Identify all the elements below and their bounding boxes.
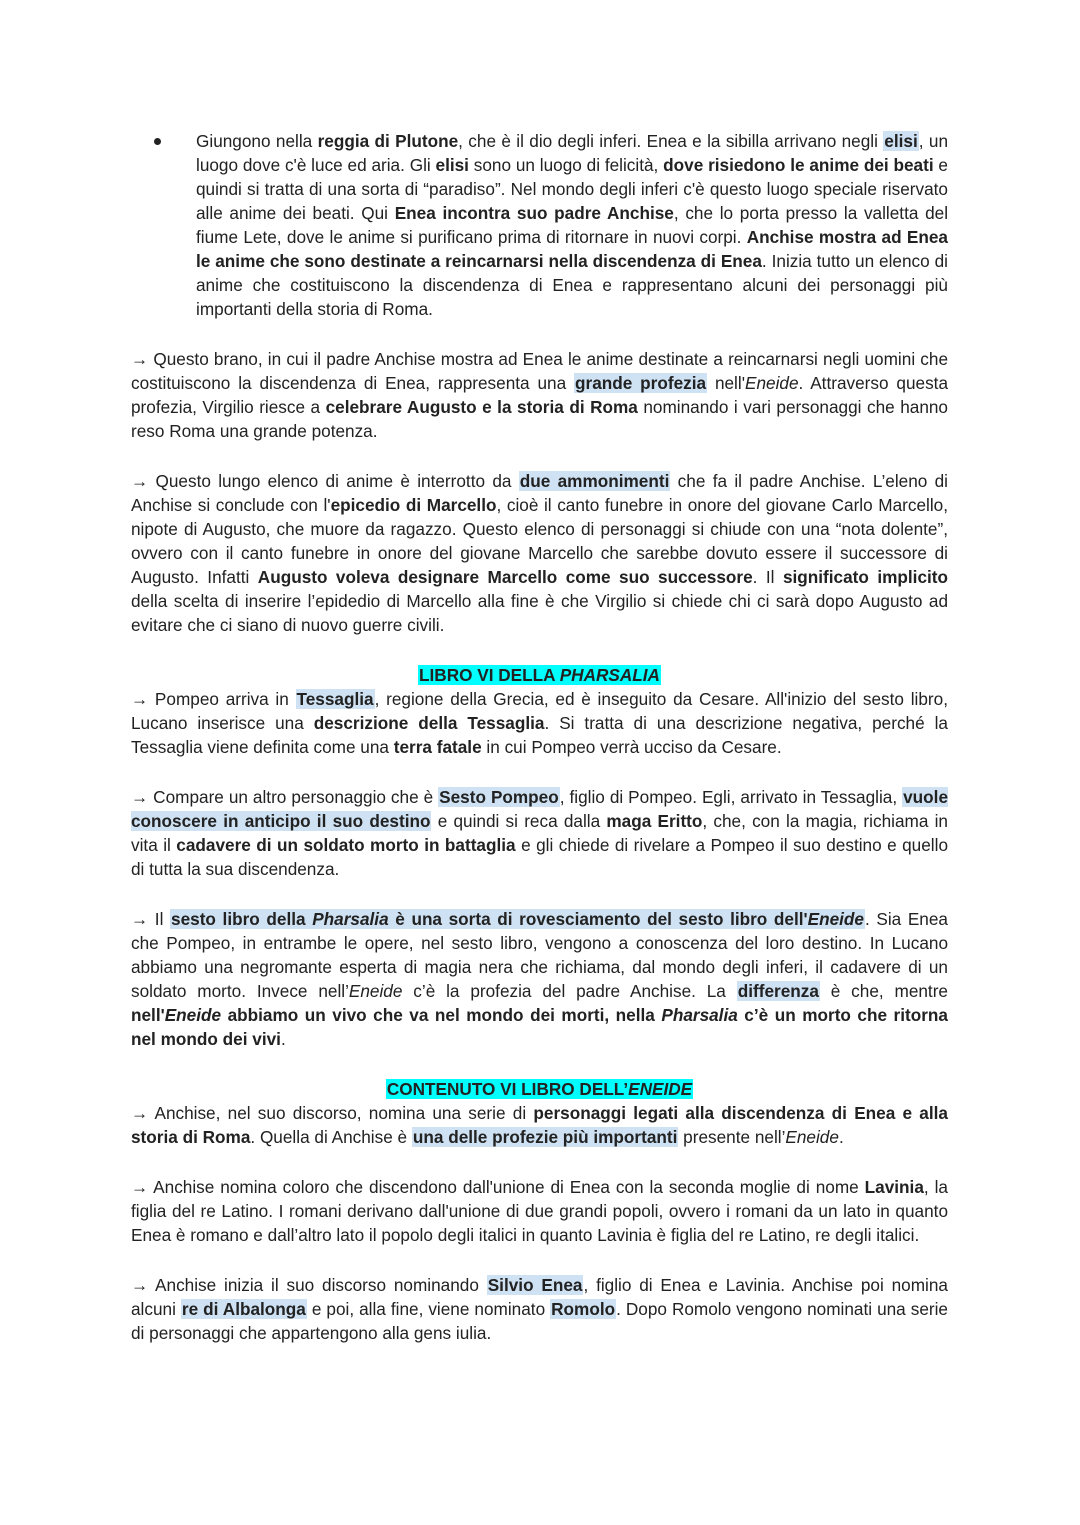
paragraph-tessaglia: → Pompeo arriva in Tessaglia, regione della Grecia, ed è inseguito da Cesare. All'inizio del sesto libro, Lucano inserisce una descrizione della Tessaglia. Si tratta di una descrizione negativa, perché la Tessaglia viene definita come una terra fatale in cui Pompeo verrà ucciso da Cesare.	[131, 689, 948, 757]
document-page	[131, 129, 948, 1345]
paragraph-ammonimenti: → Questo lungo elenco di anime è interrotto da due ammonimenti che fa il padre Anchise. L’eleno di Anchise si conclude con l'epicedio di Marcello, cioè il canto funebre in onore del giovane Carlo Marcello, nipote di Augusto, che muore da ragazzo. Questo elenco di personaggi si chiude con una “nota dolente”, ovvero con il canto funebre in onore del giovane Marcello che sarebbe dovuto essere il successore di Augusto. Infatti Augusto voleva designare Marcello come suo successore. Il significato implicito della scelta di inserire l’epidedio di Marcello alla fine è che Virgilio si chiede chi ci sarà dopo Augusto ad evitare che ci siano di nuovo guerre civili.	[131, 471, 948, 635]
paragraph-profezia: → Questo brano, in cui il padre Anchise mostra ad Enea le anime destinate a reincarnarsi negli uomini che costituiscono la discendenza di Enea, rappresenta una grande profezia nell'Eneide. Attraverso questa profezia, Virgilio riesce a celebrare Augusto e la storia di Roma nominando i vari personaggi che hanno reso Roma una grande potenza.	[131, 349, 949, 441]
section-heading-pharsalia: LIBRO VI DELLA PHARSALIA	[419, 665, 660, 685]
paragraph-lavinia: → Anchise nomina coloro che discendono dall'unione di Enea con la seconda moglie di nome Lavinia, la figlia del re Latino. I romani derivano dall'unione di due grandi popoli, ovvero i romani da un lato in quanto Enea è romano e dall’altro lato il popolo degli italici in quanto Lavinia è figlia del re Latino, re degli italici.	[131, 1177, 948, 1245]
bullet-item	[131, 129, 948, 321]
paragraph-silvio-enea: → Anchise inizia il suo discorso nominando Silvio Enea, figlio di Enea e Lavinia. Anchise poi nomina alcuni re di Albalonga e poi, alla fine, viene nominato Romolo. Dopo Romolo vengono nominati una serie di personaggi che appartengono alla gens iulia.	[131, 1275, 948, 1343]
bullet-icon	[154, 138, 161, 145]
paragraph-sesto-pompeo: → Compare un altro personaggio che è Sesto Pompeo, figlio di Pompeo. Egli, arrivato in Tessaglia, vuole conoscere in anticipo il suo destino e quindi si reca dalla maga Eritto, che, con la magia, richiama in vita il cadavere di un soldato morto in battaglia e gli chiede di rivelare a Pompeo il suo destino e quello di tutta la sua discendenza.	[131, 787, 949, 879]
paragraph-rovesciamento: → Il sesto libro della Pharsalia è una sorta di rovesciamento del sesto libro dell'Eneide. Sia Enea che Pompeo, in entrambe le opere, nel sesto libro, vengono a conoscenza del loro destino. In Lucano abbiamo una negromante esperta di magia nera che richiama, dal mondo degli inferi, il cadavere di un soldato morto. Invece nell’Eneide c’è la profezia del padre Anchise. La differenza è che, mentre nell'Eneide abbiamo un vivo che va nel mondo dei morti, nella Pharsalia c’è un morto che ritorna nel mondo dei vivi.	[131, 909, 948, 1049]
section-heading-eneide: CONTENUTO VI LIBRO DELL’ENEIDE	[386, 1079, 693, 1099]
paragraph-anchise-discorso: → Anchise, nel suo discorso, nomina una serie di personaggi legati alla discendenza di Enea e alla storia di Roma. Quella di Anchise è una delle profezie più importanti presente nell’Eneide.	[131, 1103, 948, 1147]
bullet-text: Giungono nella reggia di Plutone, che è il dio degli inferi. Enea e la sibilla arrivano negli elisi, un luogo dove c'è luce ed aria. Gli elisi sono un luogo di felicità, dove risiedono le anime dei beati e quindi si tratta di una sorta di “paradiso”. Nel mondo degli inferi c'è questo luogo speciale riservato alle anime dei beati. Qui Enea incontra suo padre Anchise, che lo porta presso la valletta del fiume Lete, dove le anime si purificano prima di ritornare in nuovi corpi. Anchise mostra ad Enea le anime che sono destinate a reincarnarsi nella discendenza di Enea. Inizia tutto un elenco di anime che costituiscono la discendenza di Enea e rappresentano alcuni dei personaggi più importanti della storia di Roma.	[196, 131, 949, 319]
